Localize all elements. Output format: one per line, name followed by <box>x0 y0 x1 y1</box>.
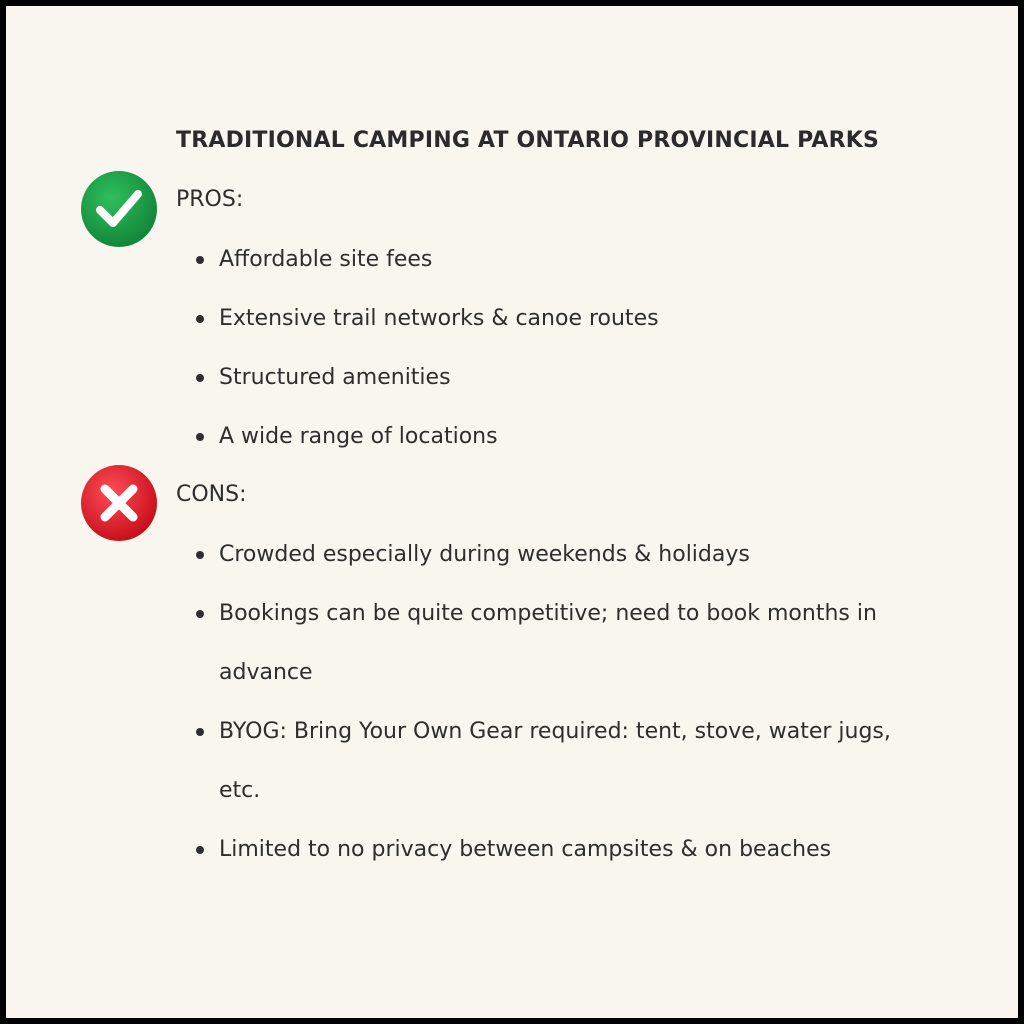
bullet-icon <box>196 846 204 854</box>
pros-list <box>192 230 932 466</box>
check-circle-icon <box>80 170 158 248</box>
list-item <box>192 230 932 289</box>
pros-item-text: Affordable site fees <box>219 247 433 272</box>
pros-item-text: Structured amenities <box>219 365 451 390</box>
pros-heading: PROS: <box>176 187 244 212</box>
list-item <box>192 702 912 820</box>
bullet-icon <box>196 374 204 382</box>
cons-item-text: Bookings can be quite competitive; need to book months in advance <box>219 601 877 685</box>
list-item <box>192 289 932 348</box>
bullet-icon <box>196 256 204 264</box>
pros-item-text: Extensive trail networks & canoe routes <box>219 306 659 331</box>
bullet-icon <box>196 315 204 323</box>
cons-list <box>192 525 912 879</box>
page-title: TRADITIONAL CAMPING AT ONTARIO PROVINCIAL PARKS <box>176 128 880 153</box>
cons-heading: CONS: <box>176 482 247 507</box>
bullet-icon <box>196 433 204 441</box>
list-item <box>192 407 932 466</box>
list-item <box>192 820 912 879</box>
x-circle-icon <box>80 464 158 542</box>
list-item <box>192 584 912 702</box>
cons-item-text: Crowded especially during weekends & holidays <box>219 542 750 567</box>
cons-item-text: BYOG: Bring Your Own Gear required: tent, stove, water jugs, etc. <box>219 719 891 803</box>
bullet-icon <box>196 610 204 618</box>
bullet-icon <box>196 728 204 736</box>
pros-item-text: A wide range of locations <box>219 424 498 449</box>
cons-item-text: Limited to no privacy between campsites & on beaches <box>219 837 832 862</box>
list-item <box>192 348 932 407</box>
list-item <box>192 525 912 584</box>
bullet-icon <box>196 551 204 559</box>
